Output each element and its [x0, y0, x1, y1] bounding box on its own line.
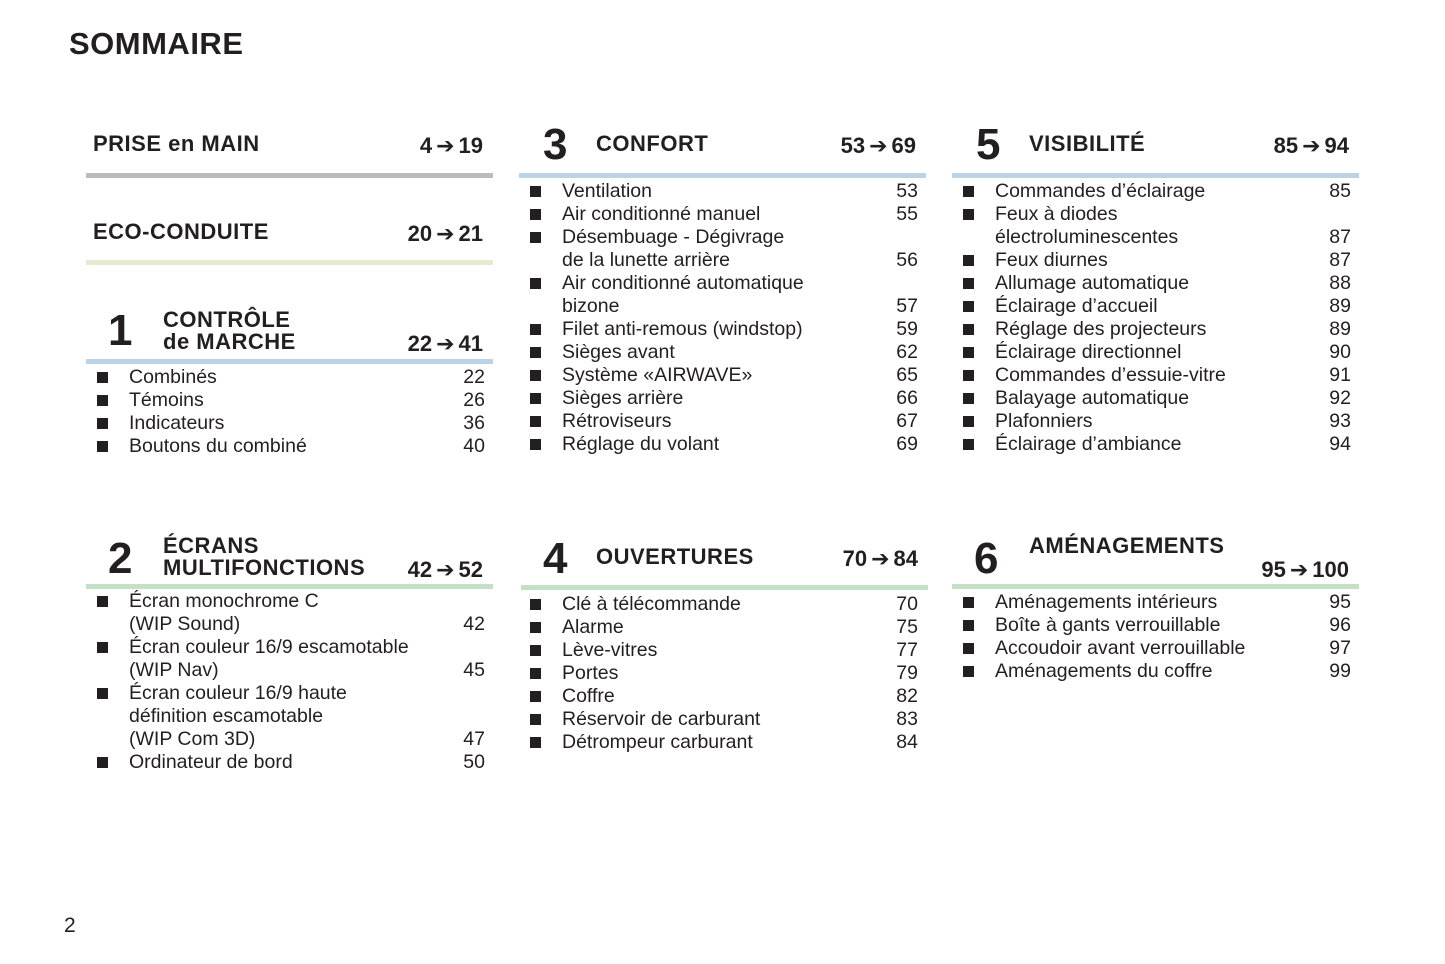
page-to: 41 — [458, 331, 483, 356]
square-bullet-icon — [530, 278, 541, 289]
square-bullet-icon — [530, 416, 541, 427]
square-bullet-icon — [97, 688, 108, 699]
square-bullet-icon — [97, 395, 108, 406]
section-divider — [86, 260, 493, 265]
page-number: 2 — [64, 914, 76, 937]
square-bullet-icon — [963, 393, 974, 404]
item-page-number: 55 — [896, 203, 918, 225]
item-label: Feux à diodes électroluminescentes — [995, 203, 1179, 248]
list-item[interactable] — [952, 410, 1359, 433]
item-label: Coffre — [562, 685, 615, 707]
list-item[interactable] — [519, 341, 926, 364]
item-label: Réglage du volant — [562, 433, 720, 455]
section-title: OUVERTURES — [596, 544, 754, 569]
section-confort[interactable] — [519, 120, 926, 180]
list-item[interactable] — [952, 387, 1359, 410]
item-label: Système «AIRWAVE» — [562, 364, 753, 386]
list-item[interactable] — [519, 433, 926, 456]
list-item[interactable] — [519, 616, 926, 639]
list-item[interactable] — [952, 203, 1359, 249]
section-title: CONFORT — [596, 131, 709, 156]
item-label: Commandes d’éclairage — [995, 180, 1206, 202]
item-label: Allumage automatique — [995, 272, 1190, 294]
section-visibilite[interactable] — [952, 120, 1359, 180]
item-label: Indicateurs — [129, 412, 225, 434]
square-bullet-icon — [963, 597, 974, 608]
list-item[interactable] — [519, 593, 926, 616]
page-to: 100 — [1312, 557, 1349, 582]
list-item[interactable] — [519, 731, 926, 754]
page-from: 20 — [407, 221, 433, 246]
list-item[interactable] — [952, 660, 1359, 683]
item-list-amenagements — [952, 591, 1359, 683]
section-title-line1: CONTRÔLE — [163, 307, 291, 332]
page-from: 95 — [1261, 557, 1286, 582]
section-title: ECO-CONDUITE — [93, 219, 269, 244]
list-item[interactable] — [519, 639, 926, 662]
square-bullet-icon — [530, 714, 541, 725]
item-label: Alarme — [562, 616, 624, 638]
section-divider — [86, 359, 493, 364]
square-bullet-icon — [963, 643, 974, 654]
item-label: Sièges arrière — [562, 387, 684, 409]
section-number: 3 — [543, 120, 568, 169]
list-item[interactable] — [86, 389, 493, 412]
item-page-number: 36 — [463, 412, 485, 434]
square-bullet-icon — [963, 416, 974, 427]
section-ouvertures[interactable] — [521, 533, 928, 593]
item-label: Feux diurnes — [995, 249, 1108, 271]
square-bullet-icon — [97, 596, 108, 607]
page-from: 53 — [840, 133, 866, 158]
section-title — [163, 309, 296, 353]
item-page-number: 97 — [1329, 637, 1351, 659]
page-to: 94 — [1324, 133, 1349, 158]
page-range — [420, 133, 483, 159]
section-controle-de-marche[interactable] — [86, 306, 493, 366]
item-label: Réservoir de carburant — [562, 708, 761, 730]
item-page-number: 22 — [463, 366, 485, 388]
section-divider — [86, 584, 493, 589]
item-page-number: 40 — [463, 435, 485, 457]
item-label: Ordinateur de bord — [129, 751, 293, 773]
item-page-number: 77 — [896, 639, 918, 661]
item-page-number: 91 — [1329, 364, 1351, 386]
item-page-number: 70 — [896, 593, 918, 615]
square-bullet-icon — [963, 324, 974, 335]
item-label: Combinés — [129, 366, 217, 388]
item-label: Écran couleur 16/9 haute définition escamotable (WIP Com 3D) — [129, 682, 347, 750]
section-divider — [519, 173, 926, 178]
item-page-number: 89 — [1329, 318, 1351, 340]
item-label: Commandes d’essuie-vitre — [995, 364, 1226, 386]
page-to: 19 — [458, 133, 483, 158]
square-bullet-icon — [97, 441, 108, 452]
item-label: Lève-vitres — [562, 639, 658, 661]
item-label: Boîte à gants verrouillable — [995, 614, 1221, 636]
item-page-number: 50 — [463, 751, 485, 773]
page-from: 4 — [419, 133, 433, 158]
list-item[interactable] — [519, 226, 926, 272]
item-page-number: 47 — [463, 728, 485, 750]
section-title-line2: MULTIFONCTIONS — [163, 555, 366, 580]
item-page-number: 89 — [1329, 295, 1351, 317]
item-page-number: 66 — [896, 387, 918, 409]
item-label: Éclairage d’accueil — [995, 295, 1158, 317]
list-item[interactable] — [86, 412, 493, 435]
list-item[interactable] — [952, 364, 1359, 387]
item-list-ecrans — [86, 590, 493, 774]
page-to: 52 — [458, 557, 483, 582]
square-bullet-icon — [97, 418, 108, 429]
section-title-line1: ÉCRANS — [163, 533, 259, 558]
section-divider — [521, 585, 928, 590]
list-item[interactable] — [86, 636, 493, 682]
item-list-controle — [86, 366, 493, 458]
arrow-right-icon: ➔ — [436, 221, 455, 246]
item-label: Balayage automatique — [995, 387, 1190, 409]
square-bullet-icon — [97, 372, 108, 383]
list-item[interactable] — [952, 341, 1359, 364]
square-bullet-icon — [530, 622, 541, 633]
item-list-confort — [519, 180, 926, 456]
list-item[interactable] — [519, 203, 926, 226]
section-number: 6 — [974, 534, 999, 583]
square-bullet-icon — [530, 186, 541, 197]
item-page-number: 79 — [896, 662, 918, 684]
item-label: Air conditionné manuel — [562, 203, 761, 225]
item-page-number: 26 — [463, 389, 485, 411]
list-item[interactable] — [952, 295, 1359, 318]
page-range — [408, 221, 483, 247]
page-from: 22 — [407, 331, 433, 356]
item-page-number: 84 — [896, 731, 918, 753]
list-item[interactable] — [519, 410, 926, 433]
list-item[interactable] — [952, 318, 1359, 341]
page-range — [841, 133, 916, 159]
list-item[interactable] — [519, 662, 926, 685]
item-label: Clé à télécommande — [562, 593, 741, 615]
section-number: 1 — [108, 306, 133, 355]
arrow-right-icon: ➔ — [1289, 557, 1309, 582]
square-bullet-icon — [97, 642, 108, 653]
square-bullet-icon — [963, 186, 974, 197]
square-bullet-icon — [963, 439, 974, 450]
list-item[interactable] — [86, 366, 493, 389]
item-label: Réglage des projecteurs — [995, 318, 1207, 340]
square-bullet-icon — [530, 393, 541, 404]
item-label: Aménagements intérieurs — [995, 591, 1218, 613]
item-label: Témoins — [129, 389, 204, 411]
item-page-number: 87 — [1329, 249, 1351, 271]
item-label: Éclairage d’ambiance — [995, 433, 1182, 455]
page-to: 69 — [891, 133, 916, 158]
section-prise-en-main[interactable] — [86, 128, 493, 178]
page-range — [1261, 557, 1349, 583]
item-label: Écran monochrome C (WIP Sound) — [129, 590, 319, 635]
item-page-number: 56 — [896, 249, 918, 271]
item-label: Détrompeur carburant — [562, 731, 753, 753]
arrow-right-icon: ➔ — [871, 546, 890, 571]
page-from: 42 — [407, 557, 433, 582]
page-title: SOMMAIRE — [69, 26, 244, 61]
page-from: 70 — [842, 546, 868, 571]
item-label: Accoudoir avant verrouillable — [995, 637, 1246, 659]
square-bullet-icon — [97, 757, 108, 768]
square-bullet-icon — [530, 347, 541, 358]
square-bullet-icon — [963, 620, 974, 631]
page-to: 21 — [458, 221, 483, 246]
item-page-number: 59 — [896, 318, 918, 340]
page-range — [408, 331, 483, 357]
square-bullet-icon — [963, 278, 974, 289]
item-page-number: 83 — [896, 708, 918, 730]
square-bullet-icon — [530, 645, 541, 656]
arrow-right-icon: ➔ — [436, 133, 455, 158]
arrow-right-icon: ➔ — [869, 133, 888, 158]
section-title-line2: de MARCHE — [163, 329, 296, 354]
item-page-number: 75 — [896, 616, 918, 638]
list-item[interactable] — [86, 590, 493, 636]
square-bullet-icon — [963, 255, 974, 266]
section-number: 2 — [108, 534, 133, 583]
list-item[interactable] — [952, 433, 1359, 456]
page-to: 84 — [893, 546, 918, 571]
square-bullet-icon — [963, 370, 974, 381]
section-number: 4 — [543, 534, 568, 583]
item-label: Aménagements du coffre — [995, 660, 1213, 682]
item-page-number: 57 — [896, 295, 918, 317]
section-title — [163, 535, 365, 579]
page-from: 85 — [1273, 133, 1299, 158]
arrow-right-icon: ➔ — [1302, 133, 1321, 158]
list-item[interactable] — [952, 614, 1359, 637]
item-label: Écran couleur 16/9 escamotable (WIP Nav) — [129, 636, 409, 681]
list-item[interactable] — [519, 272, 926, 318]
list-item[interactable] — [86, 751, 493, 774]
square-bullet-icon — [530, 691, 541, 702]
item-page-number: 62 — [896, 341, 918, 363]
list-item[interactable] — [86, 435, 493, 458]
item-page-number: 85 — [1329, 180, 1351, 202]
item-page-number: 93 — [1329, 410, 1351, 432]
item-label: Portes — [562, 662, 619, 684]
square-bullet-icon — [963, 209, 974, 220]
item-label: Boutons du combiné — [129, 435, 307, 457]
section-divider — [952, 173, 1359, 178]
item-page-number: 96 — [1329, 614, 1351, 636]
list-item[interactable] — [519, 685, 926, 708]
list-item[interactable] — [519, 387, 926, 410]
section-ecrans-multifonctions[interactable] — [86, 532, 493, 592]
list-item[interactable] — [952, 180, 1359, 203]
item-label: Sièges avant — [562, 341, 675, 363]
arrow-right-icon: ➔ — [436, 557, 455, 582]
square-bullet-icon — [530, 439, 541, 450]
item-label: Désembuage - Dégivrage de la lunette arrière — [562, 226, 785, 271]
page-range — [408, 557, 483, 583]
section-divider — [86, 173, 493, 178]
item-page-number: 95 — [1329, 591, 1351, 613]
item-label: Air conditionné automatique bizone — [562, 272, 804, 317]
square-bullet-icon — [963, 347, 974, 358]
square-bullet-icon — [530, 324, 541, 335]
list-item[interactable] — [952, 591, 1359, 614]
square-bullet-icon — [963, 301, 974, 312]
item-page-number: 53 — [896, 180, 918, 202]
item-page-number: 88 — [1329, 272, 1351, 294]
item-page-number: 67 — [896, 410, 918, 432]
item-page-number: 94 — [1329, 433, 1351, 455]
item-label: Plafonniers — [995, 410, 1093, 432]
square-bullet-icon — [530, 370, 541, 381]
square-bullet-icon — [530, 668, 541, 679]
item-page-number: 69 — [896, 433, 918, 455]
item-page-number: 99 — [1329, 660, 1351, 682]
section-eco-conduite[interactable] — [86, 216, 493, 266]
section-title: AMÉNAGEMENTS — [1029, 533, 1225, 558]
list-item[interactable] — [952, 272, 1359, 295]
section-title: PRISE en MAIN — [93, 131, 260, 156]
square-bullet-icon — [530, 737, 541, 748]
list-item[interactable] — [519, 180, 926, 203]
item-label: Rétroviseurs — [562, 410, 672, 432]
list-item[interactable] — [952, 249, 1359, 272]
item-page-number: 90 — [1329, 341, 1351, 363]
square-bullet-icon — [530, 232, 541, 243]
section-title: VISIBILITÉ — [1029, 131, 1146, 156]
item-page-number: 82 — [896, 685, 918, 707]
square-bullet-icon — [963, 666, 974, 677]
item-page-number: 45 — [463, 659, 485, 681]
item-page-number: 87 — [1329, 226, 1351, 248]
page-range — [1274, 133, 1349, 159]
item-list-ouvertures — [519, 593, 926, 754]
list-item[interactable] — [952, 637, 1359, 660]
item-label: Filet anti-remous (windstop) — [562, 318, 803, 340]
item-label: Ventilation — [562, 180, 652, 202]
item-page-number: 65 — [896, 364, 918, 386]
page-range — [843, 546, 918, 572]
square-bullet-icon — [530, 599, 541, 610]
section-number: 5 — [976, 120, 1001, 169]
item-list-visibilite — [952, 180, 1359, 456]
list-item[interactable] — [519, 364, 926, 387]
item-label: Éclairage directionnel — [995, 341, 1182, 363]
list-item[interactable] — [86, 682, 493, 751]
arrow-right-icon: ➔ — [436, 331, 455, 356]
list-item[interactable] — [519, 708, 926, 731]
item-page-number: 92 — [1329, 387, 1351, 409]
square-bullet-icon — [530, 209, 541, 220]
section-divider — [952, 584, 1359, 589]
item-page-number: 42 — [463, 613, 485, 635]
section-amenagements[interactable] — [952, 532, 1359, 592]
list-item[interactable] — [519, 318, 926, 341]
